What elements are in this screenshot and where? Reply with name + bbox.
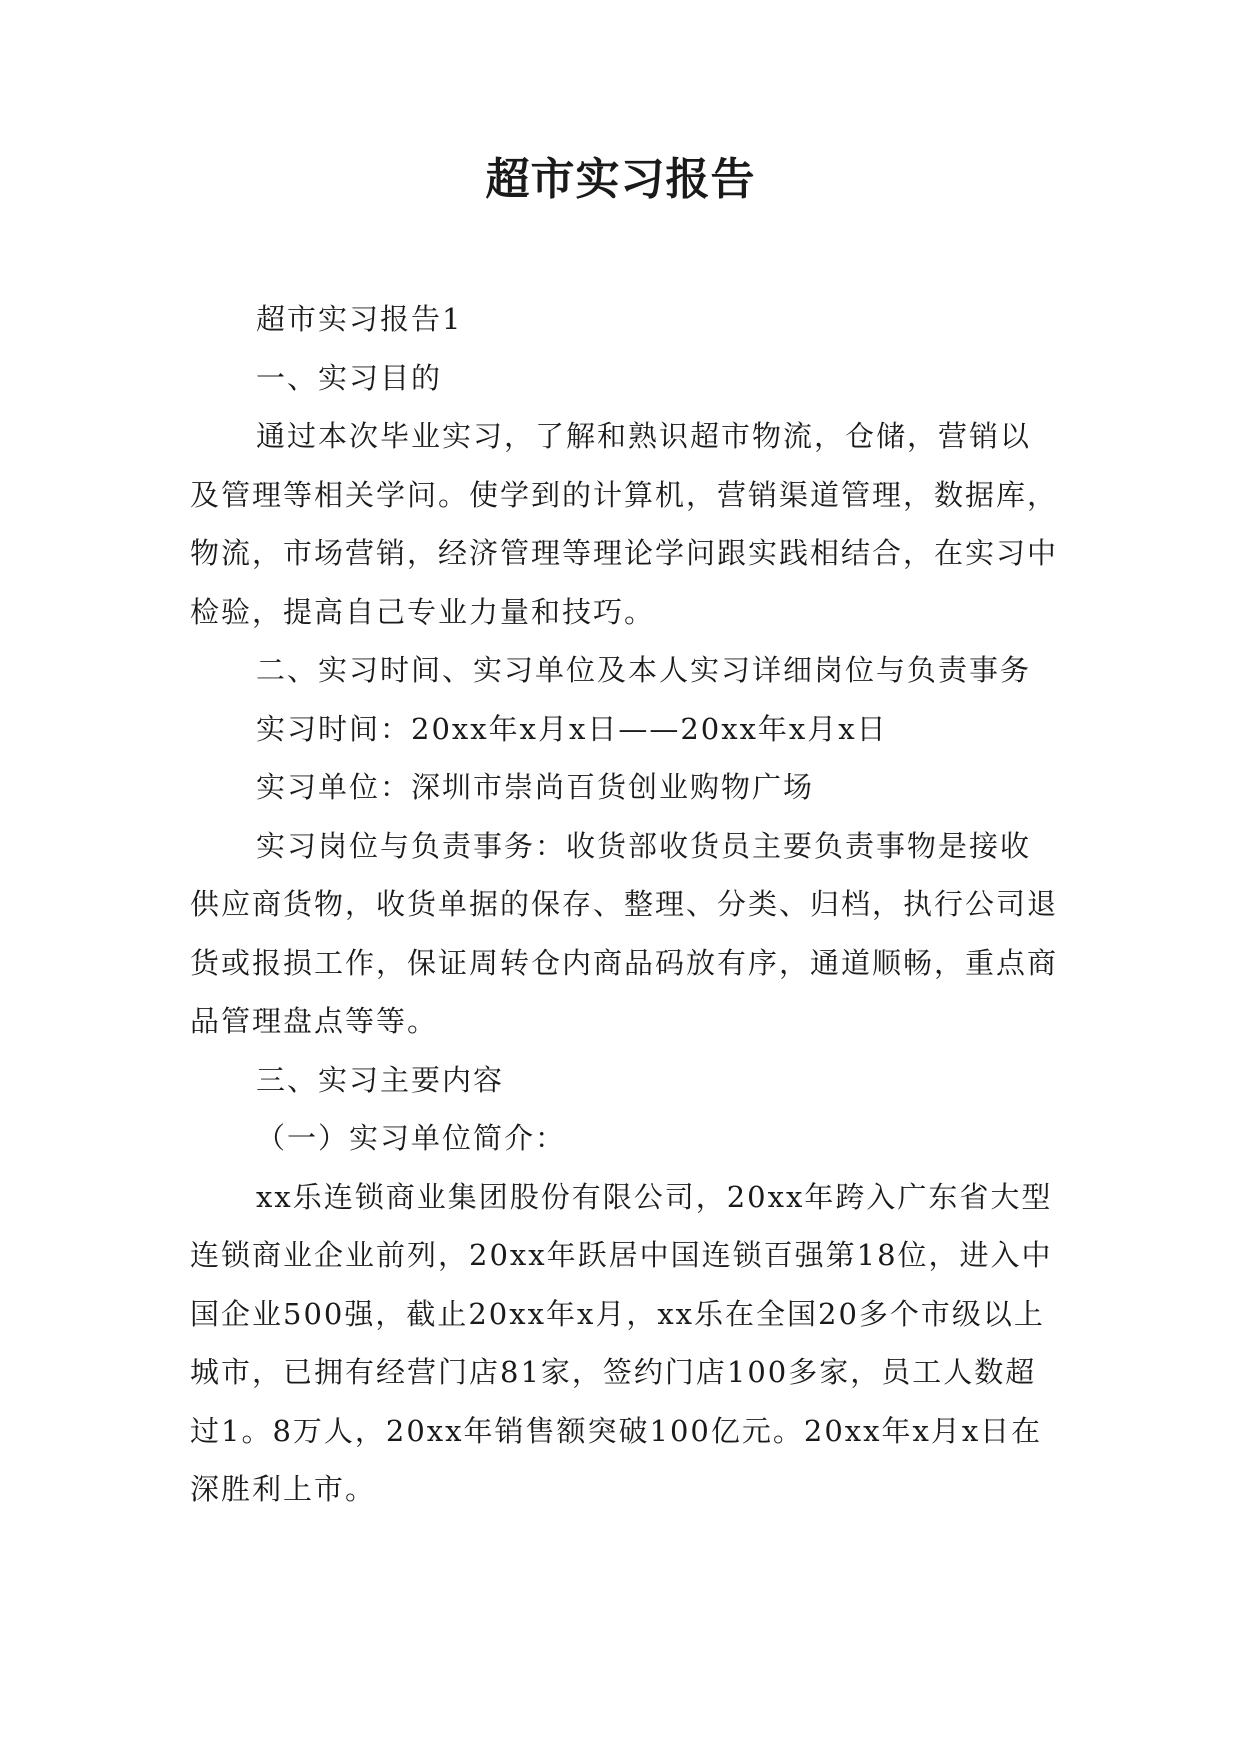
report-subtitle: 超市实习报告1 xyxy=(256,302,463,336)
document-body xyxy=(190,290,1060,1519)
paragraph-internship-duties: 实习岗位与负责事务：收货部收货员主要负责事物是接收供应商货物，收货单据的保存、整理、分类、归档，执行公司退货或报损工作，保证周转仓内商品码放有序，通道顺畅，重点商品管理盘点等等。 xyxy=(190,828,1059,1038)
paragraph-purpose: 通过本次毕业实习，了解和熟识超市物流，仓储，营销以及管理等相关学问。使学到的计算机，营销渠道管理，数据库，物流，市场营销，经济管理等理论学问跟实践相结合，在实习中检验，提高自己专业力量和技巧。 xyxy=(190,419,1059,629)
paragraph-company-intro: xx乐连锁商业集团股份有限公司，20xx年跨入广东省大型连锁商业企业前列，20xx年跃居中国连锁百强第18位，进入中国企业500强，截止20xx年x月，xx乐在全国20多个市级以上城市，已拥有经营门店81家，签约门店100多家，员工人数超过1。8万人，20xx年销售额突破100亿元。20xx年x月x日在深胜利上市。 xyxy=(190,1179,1053,1506)
paragraph-internship-unit: 实习单位：深圳市崇尚百货创业购物广场 xyxy=(256,770,815,804)
subsection-heading-company-intro: （一）实习单位简介： xyxy=(256,1121,567,1155)
section-heading-main-content: 三、实习主要内容 xyxy=(256,1062,505,1097)
document-title: 超市实习报告 xyxy=(485,154,756,205)
paragraph-internship-time: 实习时间：20xx年x月x日——20xx年x月x日 xyxy=(256,711,888,746)
section-heading-purpose: 一、实习目的 xyxy=(256,360,443,395)
section-heading-time-unit: 二、实习时间、实习单位及本人实习详细岗位与负责事务 xyxy=(256,653,1032,687)
